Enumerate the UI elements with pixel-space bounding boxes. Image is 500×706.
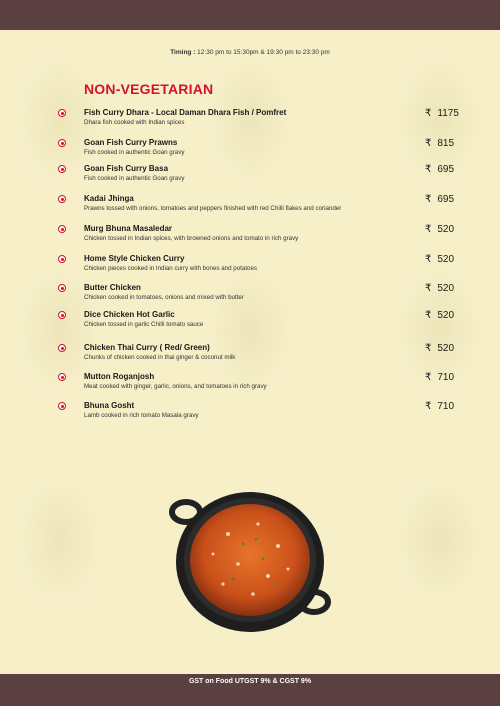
currency-symbol: ₹ <box>425 164 432 175</box>
menu-item <box>0 310 500 334</box>
item-name: Goan Fish Curry Prawns <box>84 138 178 147</box>
item-description: Chunks of chicken cooked in thai ginger & coconut milk <box>84 354 236 361</box>
currency-symbol: ₹ <box>425 283 432 294</box>
menu-item <box>0 343 500 367</box>
item-name: Home Style Chicken Curry <box>84 254 185 263</box>
bullet-icon <box>58 225 66 233</box>
item-name: Butter Chicken <box>84 283 141 292</box>
item-name: Chicken Thai Curry ( Red/ Green) <box>84 343 210 352</box>
item-price <box>425 343 454 354</box>
currency-symbol: ₹ <box>425 108 432 119</box>
item-description: Fish cooked in authentic Goan gravy <box>84 175 185 182</box>
item-name: Kadai Jhinga <box>84 194 134 203</box>
tax-note: GST on Food UTGST 9% & CGST 9% <box>188 678 312 685</box>
item-price <box>425 138 454 149</box>
item-price <box>425 310 454 321</box>
menu-item <box>0 283 500 307</box>
currency-symbol: ₹ <box>425 310 432 321</box>
item-description: Chicken cooked in tomatoes, onions and mixed with butter <box>84 294 244 301</box>
price-value: 695 <box>437 164 455 175</box>
price-value: 710 <box>437 401 455 412</box>
item-description: Chicken pieces cooked in Indian curry with bones and potatoes <box>84 265 258 272</box>
price-value: 815 <box>437 138 455 149</box>
currency-symbol: ₹ <box>425 343 432 354</box>
menu-item <box>0 138 500 162</box>
bullet-icon <box>58 402 66 410</box>
item-price <box>425 224 454 235</box>
menu-item <box>0 108 500 132</box>
menu-item <box>0 194 500 218</box>
item-name: Fish Curry Dhara - Local Daman Dhara Fish / Pomfret <box>84 108 287 117</box>
currency-symbol: ₹ <box>425 254 432 265</box>
bullet-icon <box>58 373 66 381</box>
timing-label: Timing : <box>170 49 196 56</box>
menu-item <box>0 401 500 425</box>
item-price <box>425 283 454 294</box>
bullet-icon <box>58 344 66 352</box>
price-value: 695 <box>437 194 455 205</box>
curry-dish-image <box>168 484 332 640</box>
currency-symbol: ₹ <box>425 224 432 235</box>
footer-bar <box>0 674 500 706</box>
price-value: 520 <box>437 224 455 235</box>
menu-item <box>0 254 500 278</box>
price-value: 710 <box>437 372 455 383</box>
item-price <box>425 401 454 412</box>
price-value: 520 <box>437 343 455 354</box>
bullet-icon <box>58 195 66 203</box>
timing-hours: 12:30 pm to 15:30pm & 19:30 pm to 23:30 pm <box>197 49 330 56</box>
item-description: Lamb cooked in rich tomato Masala gravy <box>84 412 199 419</box>
item-description: Chicken tossed in garlic Chilli tomato sauce <box>84 321 204 328</box>
price-value: 520 <box>437 283 455 294</box>
section-title: NON-VEGETARIAN <box>84 81 214 97</box>
bullet-icon <box>58 109 66 117</box>
menu-item <box>0 224 500 248</box>
item-name: Dice Chicken Hot Garlic <box>84 310 175 319</box>
item-price <box>425 194 454 205</box>
item-description: Chicken tossed in Indian spices, with browned onions and tomato in rich gravy <box>84 235 299 242</box>
price-value: 1175 <box>437 108 459 119</box>
item-price <box>425 108 459 119</box>
price-value: 520 <box>437 254 455 265</box>
timing-line <box>0 49 500 56</box>
item-description: Prawns tossed with onions, tomatoes and peppers finished with red Chilli flakes and coriander <box>84 205 342 212</box>
item-price <box>425 372 454 383</box>
bullet-icon <box>58 139 66 147</box>
bullet-icon <box>58 284 66 292</box>
currency-symbol: ₹ <box>425 194 432 205</box>
item-description: Meat cooked with ginger, garlic, onions, and tomatoes in rich gravy <box>84 383 267 390</box>
item-price <box>425 254 454 265</box>
item-description: Fish cooked in authentic Goan gravy <box>84 149 185 156</box>
item-name: Mutton Roganjosh <box>84 372 155 381</box>
currency-symbol: ₹ <box>425 401 432 412</box>
bullet-icon <box>58 311 66 319</box>
item-description: Dhara fish cooked with Indian spices <box>84 119 185 126</box>
menu-item <box>0 164 500 188</box>
item-name: Bhuna Gosht <box>84 401 135 410</box>
bullet-icon <box>58 255 66 263</box>
item-price <box>425 164 454 175</box>
bullet-icon <box>58 165 66 173</box>
price-value: 520 <box>437 310 455 321</box>
currency-symbol: ₹ <box>425 372 432 383</box>
menu-item <box>0 372 500 396</box>
item-name: Murg Bhuna Masaledar <box>84 224 173 233</box>
item-name: Goan Fish Curry Basa <box>84 164 169 173</box>
currency-symbol: ₹ <box>425 138 432 149</box>
header-bar <box>0 0 500 30</box>
